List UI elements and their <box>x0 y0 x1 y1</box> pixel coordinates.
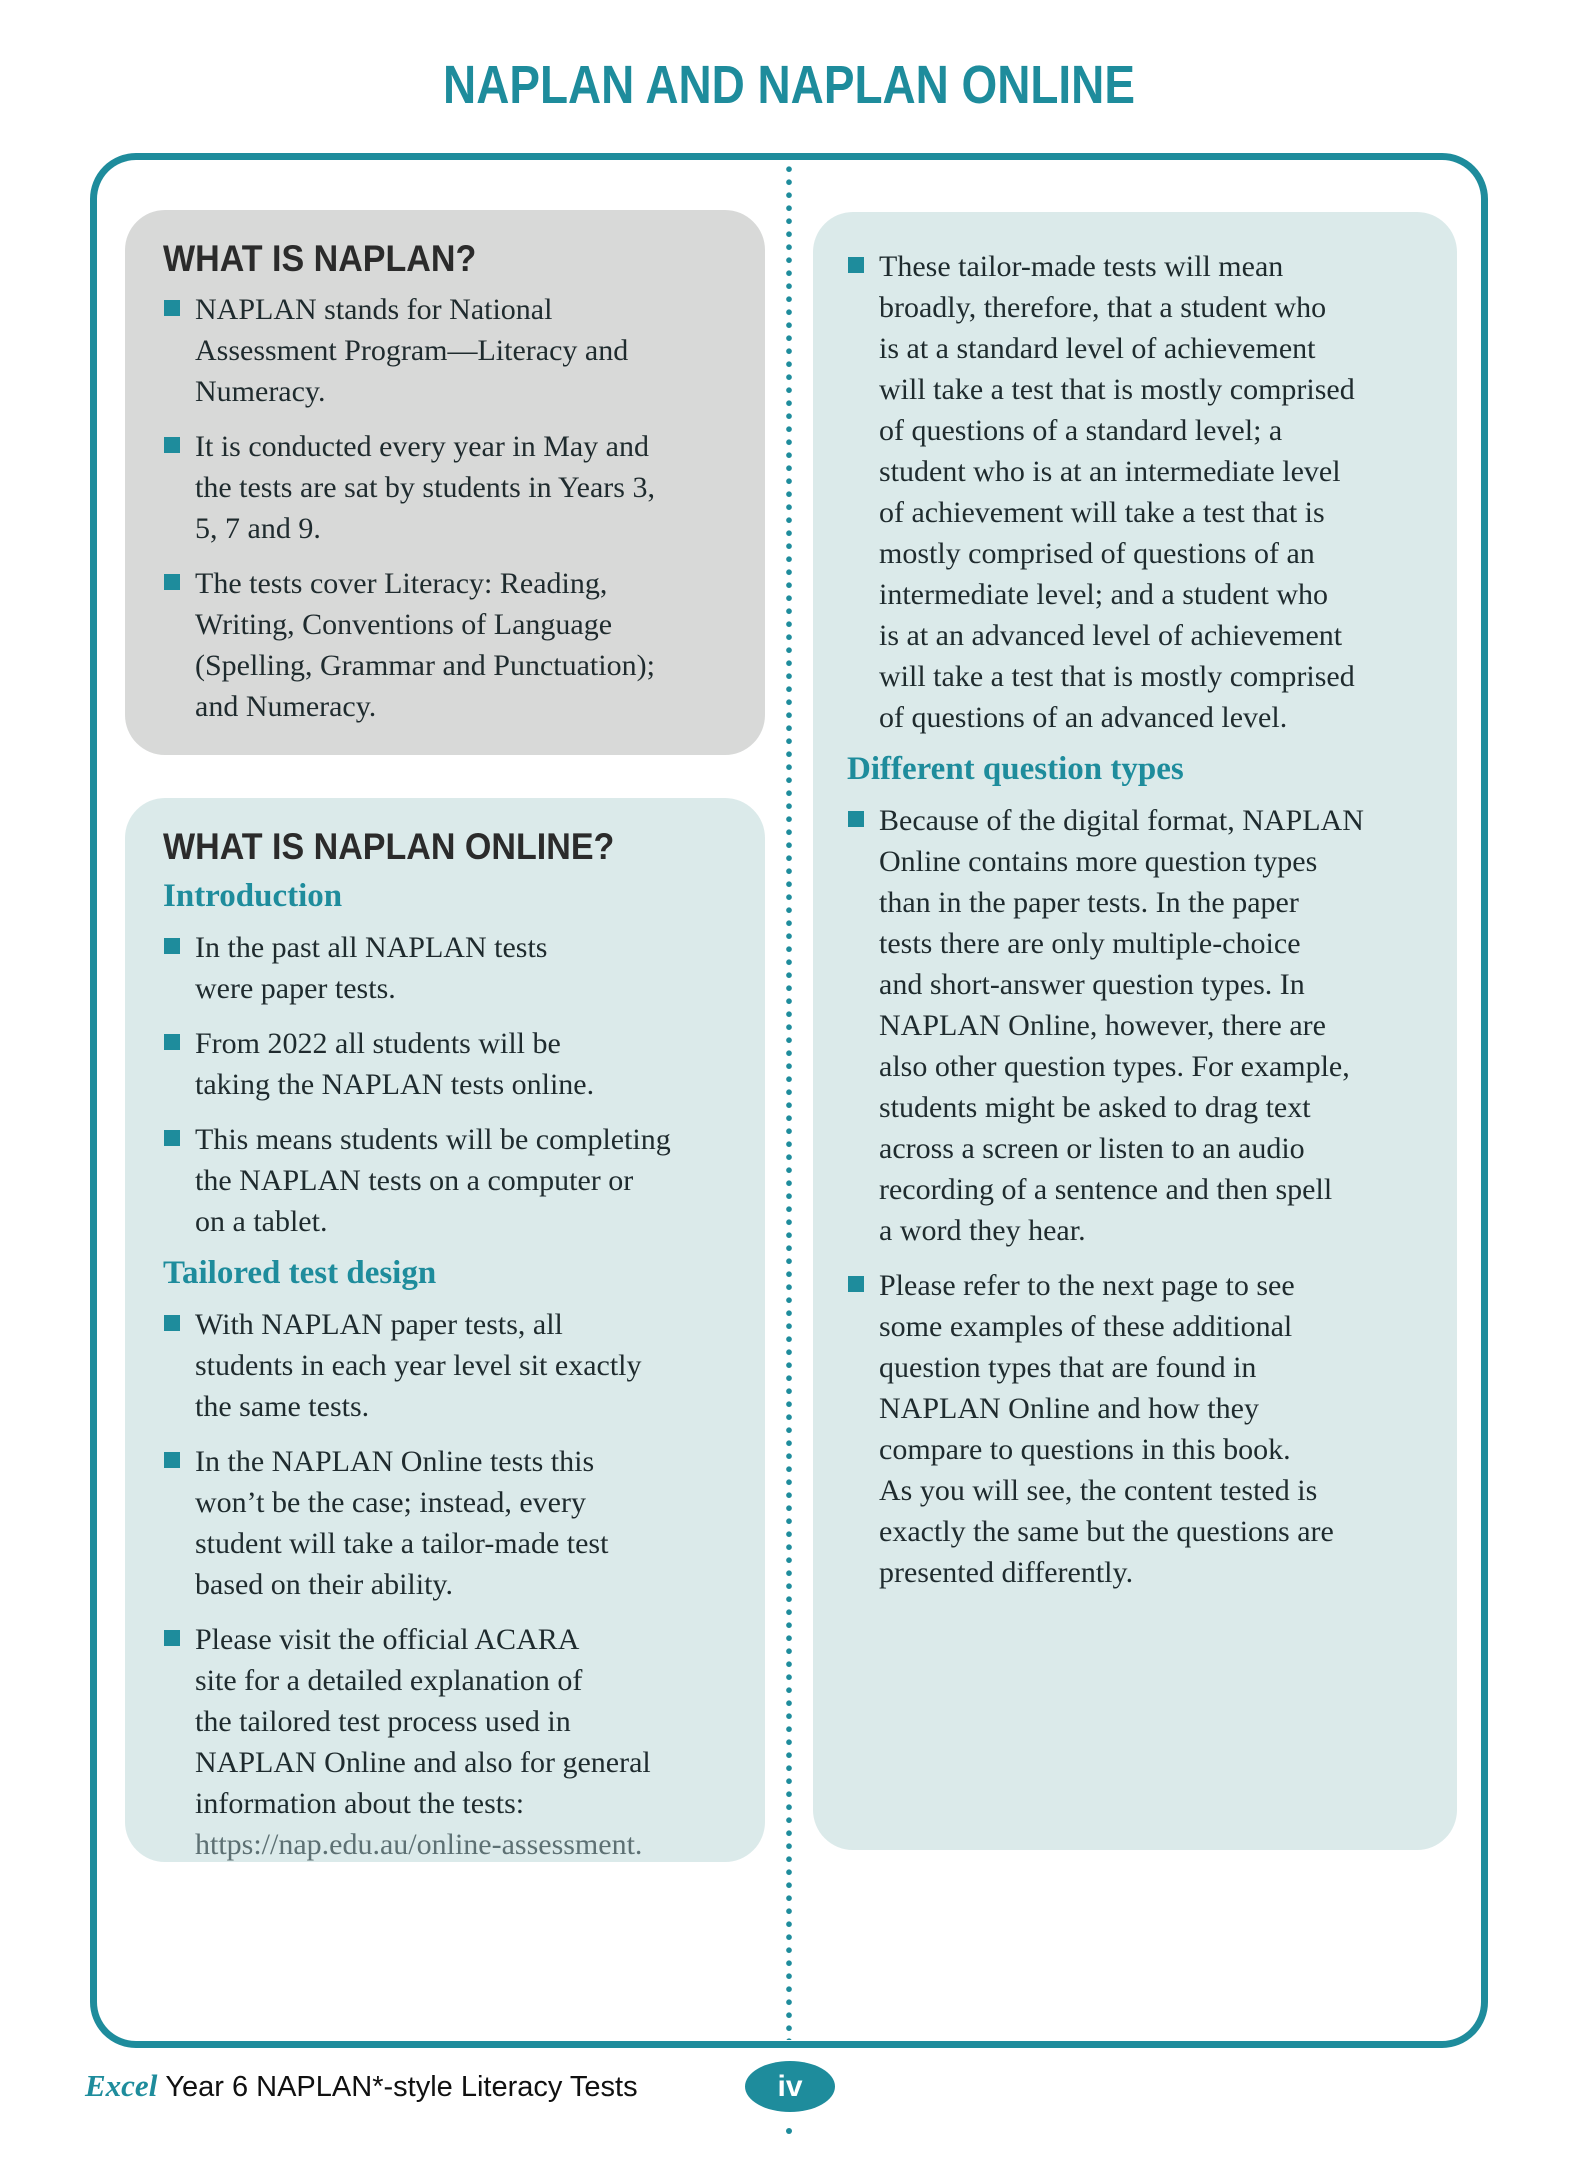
list-item-text: Because of the digital format, NAPLAN Online contains more question types than in the paper tests. In the paper tests there are only multiple-choice and short-answer question types. In NAPLAN Online, however, there are also other question types. For example, students might be asked to drag text across a screen or listen to an audio recording of a sentence and then spell a word they hear. <box>879 803 1364 1247</box>
bullet-square-icon <box>164 1315 180 1331</box>
list-item <box>847 800 1443 1251</box>
page-title <box>90 54 1488 116</box>
what-is-naplan-online-box <box>125 798 765 1862</box>
bullet-square-icon <box>164 1034 180 1050</box>
bullet-square-icon <box>164 1630 180 1646</box>
what-is-naplan-list <box>163 289 743 727</box>
acara-url-text: https://nap.edu.au/online-assessment. <box>195 1827 643 1861</box>
list-item-text: With NAPLAN paper tests, all students in each year level sit exactly the same tests. <box>195 1307 642 1423</box>
list-item <box>163 927 743 1009</box>
bullet-square-icon <box>164 574 180 590</box>
footer-book-title-text: Year 6 NAPLAN*-style Literacy Tests <box>165 2071 638 2103</box>
divider-end-dot <box>786 2128 792 2134</box>
page-title-text: NAPLAN AND NAPLAN ONLINE <box>443 55 1135 115</box>
list-item-text: The tests cover Literacy: Reading, Writing, Conventions of Language (Spelling, Grammar and Punctuation); and Numeracy. <box>195 567 655 724</box>
list-item <box>163 1619 743 1865</box>
what-is-naplan-box <box>125 210 765 755</box>
introduction-list <box>163 927 743 1242</box>
list-item-text: These tailor-made tests will mean broadly, therefore, that a student who is at a standard level of achievement will take a test that is mostly comprised of questions of a standard level; a student who is at an intermediate level of achievement will take a test that is mostly comprised of questions of an intermediate level; and a student who is at an advanced level of achievement will take a test that is mostly comprised of questions of an advanced level. <box>879 250 1355 734</box>
footer-book-title <box>85 2068 638 2104</box>
list-item <box>163 1023 743 1105</box>
list-item <box>163 289 743 412</box>
different-question-types-subheading: Different question types <box>847 751 1184 787</box>
different-question-types-list <box>847 800 1443 1593</box>
list-item <box>163 1119 743 1242</box>
introduction-subheading: Introduction <box>163 878 343 915</box>
what-is-naplan-heading <box>163 238 743 279</box>
column-divider-dotted-line <box>786 166 792 2040</box>
list-item <box>163 426 743 549</box>
bullet-square-icon <box>848 257 864 273</box>
naplan-online-continued-box <box>813 212 1457 1850</box>
list-item <box>847 1265 1443 1593</box>
list-item-text: Please refer to the next page to see some examples of these additional question types that are found in NAPLAN Online and how they compare to questions in this book. As you will see, the content tested is exactly the same but the questions are presented differently. <box>879 1268 1334 1589</box>
excel-brand-logo: Excel <box>85 2068 158 2103</box>
list-item <box>163 1304 743 1427</box>
bullet-square-icon <box>848 1276 864 1292</box>
list-item <box>163 1441 743 1605</box>
tailored-test-design-subheading: Tailored test design <box>163 1255 437 1292</box>
bullet-square-icon <box>164 300 180 316</box>
list-item-text: Please visit the official ACARA site for a detailed explanation of the tailored test process used in NAPLAN Online and also for general information about the tests: <box>195 1622 651 1820</box>
tailored-test-continued-list <box>847 246 1443 738</box>
what-is-naplan-online-heading <box>163 826 743 867</box>
bullet-square-icon <box>164 437 180 453</box>
bullet-square-icon <box>164 1452 180 1468</box>
list-item-text: In the past all NAPLAN tests were paper tests. <box>195 931 548 1006</box>
bullet-square-icon <box>164 1130 180 1146</box>
list-item <box>163 563 743 727</box>
tailored-test-design-list <box>163 1304 743 1865</box>
bullet-square-icon <box>164 938 180 954</box>
page-number-badge: iv <box>745 2061 835 2112</box>
bullet-square-icon <box>848 811 864 827</box>
list-item-text: In the NAPLAN Online tests this won’t be the case; instead, every student will take a tailor-made test based on their ability. <box>195 1444 609 1601</box>
list-item-text: This means students will be completing the NAPLAN tests on a computer or on a tablet. <box>195 1123 671 1239</box>
what-is-naplan-heading-text: WHAT IS NAPLAN? <box>163 238 477 279</box>
list-item-text: From 2022 all students will be taking the NAPLAN tests online. <box>195 1027 595 1102</box>
list-item-text: It is conducted every year in May and the tests are sat by students in Years 3, 5, 7 and 9. <box>195 430 655 546</box>
what-is-naplan-online-heading-text: WHAT IS NAPLAN ONLINE? <box>163 826 615 867</box>
list-item-text: NAPLAN stands for National Assessment Program—Literacy and Numeracy. <box>195 293 629 409</box>
list-item-text-group <box>195 1619 651 1865</box>
list-item <box>847 246 1443 738</box>
